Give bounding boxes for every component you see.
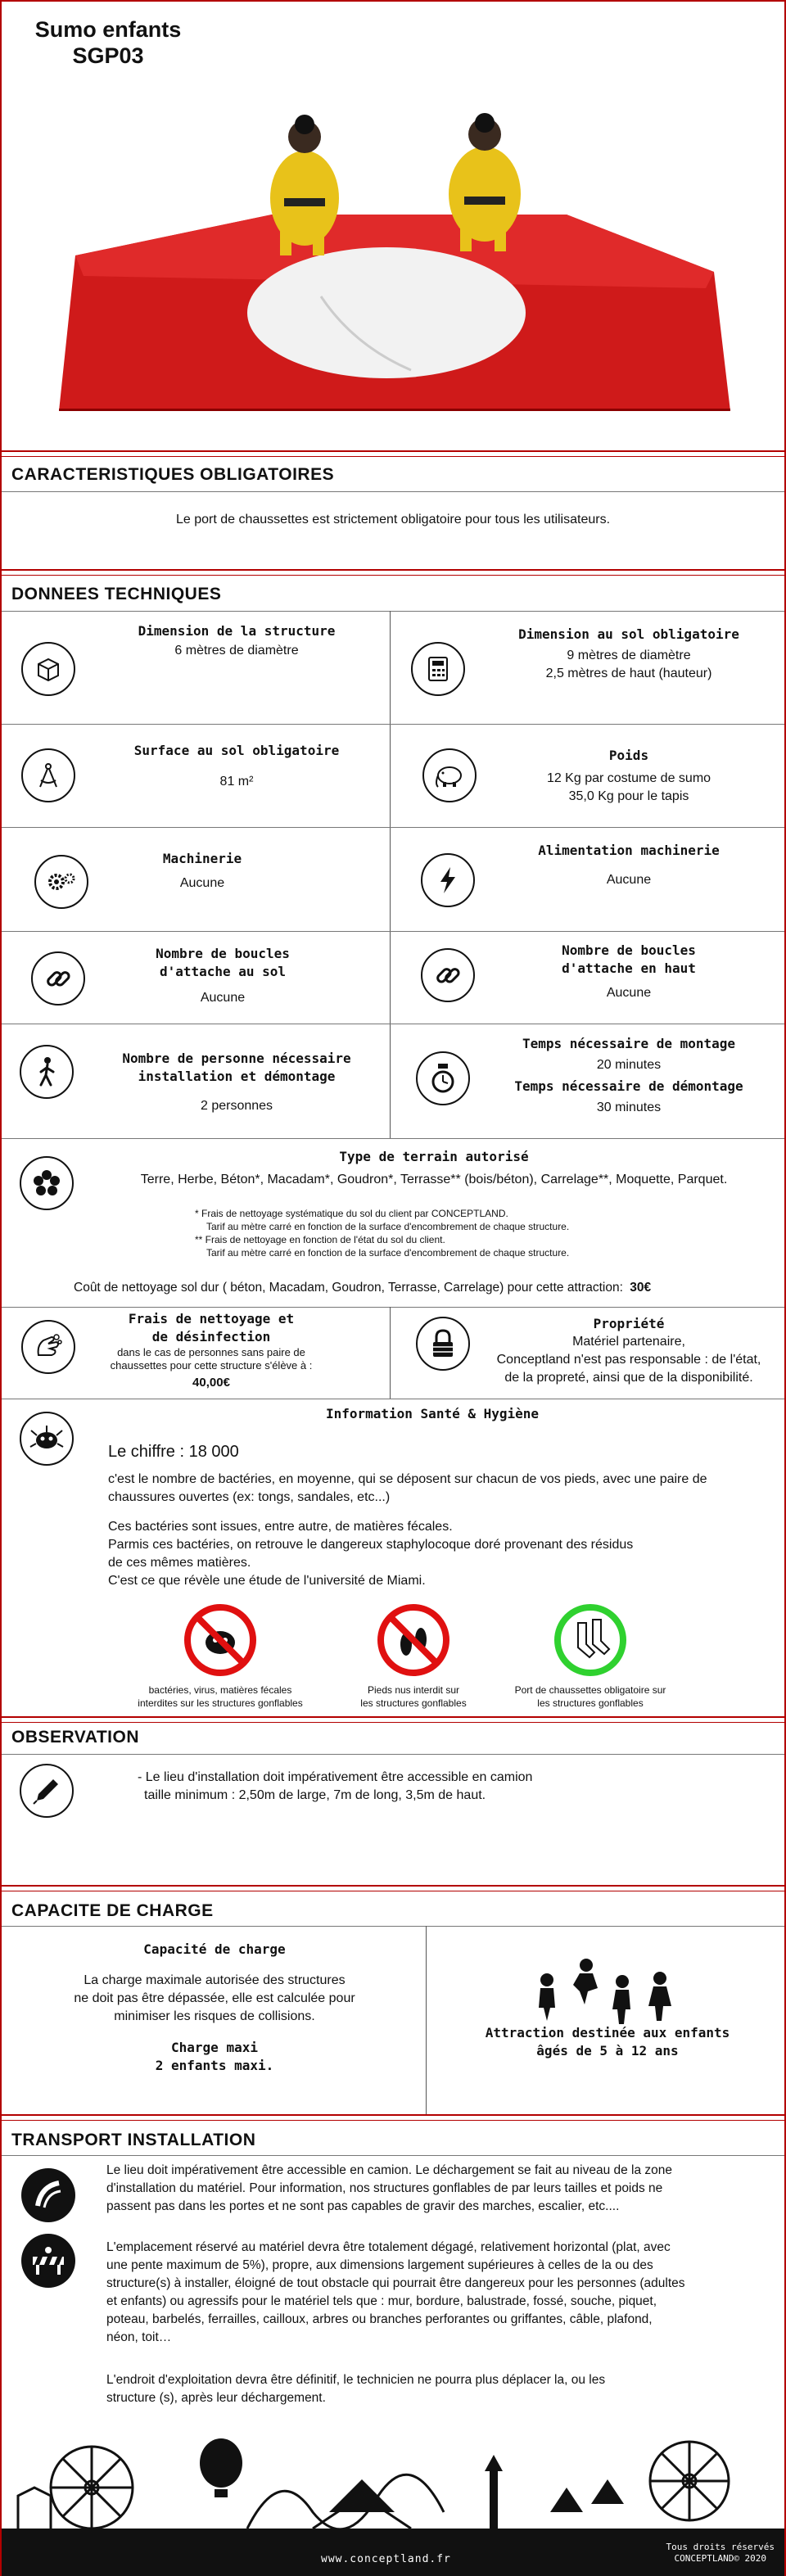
calculator-icon bbox=[411, 642, 465, 696]
machinerie: Machinerie Aucune bbox=[162, 851, 242, 890]
socks-required-sign-icon bbox=[553, 1603, 627, 1677]
boucles-sol: Nombre de boucles d'attache au sol Aucune bbox=[156, 946, 290, 1005]
transport-paragraph-1: Le lieu doit impérativement être accessible en camion. Le déchargement se fait au niveau de la zone d'installation du matériel. Pour information, nos structures gonflables de par leurs tailles et poids ne passent pas dans les portes et ne sont pas capables de gravir des marches, escalier, etc.... bbox=[106, 2163, 673, 2213]
section-title-caracteristiques: CARACTERISTIQUES OBLIGATOIRES bbox=[11, 465, 335, 484]
dimension-sol: Dimension au sol obligatoire 9 mètres de diamètre 2,5 mètres de haut (hauteur) bbox=[518, 626, 739, 680]
caption-chaussettes: Port de chaussettes obligatoire sur les structures gonflables bbox=[514, 1684, 666, 1709]
divider bbox=[2, 931, 784, 932]
fairground-skyline bbox=[2, 2430, 784, 2550]
temps-montage: Temps nécessaire de montage 20 minutes Temps nécessaire de démontage 30 minutes bbox=[514, 1036, 743, 1114]
divider bbox=[2, 827, 784, 828]
sumo-mat-illustration bbox=[26, 100, 730, 411]
compass-icon bbox=[21, 748, 75, 802]
divider bbox=[2, 2155, 784, 2156]
grid-divider bbox=[390, 611, 391, 1138]
divider bbox=[2, 1722, 784, 1723]
divider bbox=[2, 1138, 784, 1139]
link-chain-icon bbox=[31, 951, 85, 1006]
age-cible: Attraction destinée aux enfants âgés de 5 à 12 ans bbox=[485, 2025, 730, 2059]
divider bbox=[2, 2114, 784, 2116]
alimentation-machinerie: Alimentation machinerie Aucune bbox=[538, 843, 720, 887]
link-chain-icon bbox=[421, 948, 475, 1002]
cube-dimension-icon bbox=[21, 642, 75, 696]
boucles-haut: Nombre de boucles d'attache en haut Aucune bbox=[562, 942, 696, 1000]
divider bbox=[2, 450, 784, 452]
socks-requirement: Le port de chaussettes est strictement obligatoire pour tous les utilisateurs. bbox=[175, 513, 611, 526]
divider bbox=[2, 569, 784, 571]
sante-paragraph-1: c'est le nombre de bactéries, en moyenne, qui se déposent sur chacun de vos pieds, avec une paire de chaussures ouvertes (ex: tongs, sandales, etc...) bbox=[108, 1472, 707, 1504]
divider bbox=[2, 611, 784, 612]
no-bacteria-sign-icon bbox=[183, 1603, 257, 1677]
footer-url[interactable]: www.conceptland.fr bbox=[321, 2553, 451, 2565]
gears-icon bbox=[34, 855, 88, 909]
capacite-charge: Capacité de charge La charge maximale autorisée des structures ne doit pas être dépassée, elle est calculée pour minimiser les risques de collisions. Charge maxi 2 enfants maxi. bbox=[74, 1941, 355, 2073]
no-bare-feet-sign-icon bbox=[377, 1603, 450, 1677]
observation-text: - Le lieu d'installation doit impérativement être accessible en camion taille minimum : 2,50m de large, 7m de long, 3,5m de haut. bbox=[138, 1770, 533, 1802]
sante-title: Information Santé & Hygiène bbox=[325, 1406, 540, 1421]
surface-sol: Surface au sol obligatoire 81 m² bbox=[133, 743, 340, 789]
grid-divider bbox=[390, 1307, 391, 1399]
stopwatch-icon bbox=[416, 1051, 470, 1105]
page-title: Sumo enfants SGP03 bbox=[34, 17, 182, 68]
grid-divider bbox=[426, 1926, 427, 2114]
section-title-capacite: CAPACITE DE CHARGE bbox=[11, 1901, 214, 1920]
caption-pieds-nus: Pieds nus interdit sur les structures gonflables bbox=[360, 1684, 467, 1709]
lightning-icon bbox=[421, 853, 475, 907]
pen-icon bbox=[20, 1764, 74, 1818]
bacteria-icon bbox=[20, 1412, 74, 1466]
children-silhouettes-icon bbox=[522, 1955, 686, 2029]
transport-paragraph-2: L'emplacement réservé au matériel devra être totalement dégagé, relativement horizontal (plat, avec une pente maximum de 5%), propre, aux dimensions largement supérieures à celles de la ou des structure(s) à installer, éloigné de tout obstacle qui pourrait être dangereux pour les personnes (adultes et enfants) ou agressifs pour le matériel tels que : mur, bordure, balustrade, fossé, souche, piquet, poteau, barbelés, ferrailles, cailloux, arbres ou branches perforantes ou griffantes, câble, plafond, néon, toit… bbox=[106, 2240, 685, 2344]
barrier-icon bbox=[21, 2234, 75, 2288]
terrain-notes: * Frais de nettoyage systématique du sol du client par CONCEPTLAND. Tarif au mètre carré en fonction de la surface d'encombrement de chaque structure. ** Frais de nettoyage en fonction de l'état du sol du client. Tarif au mètre carré en fonction de la surface d'encombrement de chaque structure. bbox=[195, 1208, 570, 1259]
transport-paragraph-3: L'endroit d'exploitation devra être définitif, le technicien ne pourra plus déplacer la, ou les structure (s), après leur déchargement. bbox=[106, 2373, 606, 2405]
footer-copyright: Tous droits réservés CONCEPTLAND© 2020 bbox=[666, 2542, 775, 2564]
divider bbox=[2, 575, 784, 576]
chiffre-bacteries: Le chiffre : 18 000 bbox=[108, 1443, 239, 1461]
cleaning-hand-icon bbox=[21, 1320, 75, 1374]
divider bbox=[2, 456, 784, 457]
road-icon bbox=[21, 2168, 75, 2222]
personnes-necessaires: Nombre de personne nécessaire installation et démontage 2 personnes bbox=[122, 1051, 351, 1113]
divider bbox=[2, 1307, 784, 1308]
divider bbox=[2, 2120, 784, 2121]
divider bbox=[2, 1754, 784, 1755]
propriete: Propriété Matériel partenaire, Conceptland n'est pas responsable : de l'état, de la propreté, ainsi que de la disponibilité. bbox=[496, 1316, 761, 1385]
walking-person-icon bbox=[20, 1045, 74, 1099]
divider bbox=[2, 1926, 784, 1927]
cout-nettoyage: Coût de nettoyage sol dur ( béton, Macadam, Goudron, Terrasse, Carrelage) pour cette attraction: 30€ bbox=[74, 1281, 652, 1295]
dimension-structure: Dimension de la structure 6 mètres de diamètre bbox=[138, 623, 336, 658]
sante-paragraph-2: Ces bactéries sont issues, entre autre, de matières fécales. Parmis ces bactéries, on retrouve le dangereux staphylocoque doré provenant des résidus de ces mêmes matières. C'est ce que révèle une étude de l'université de Miami. bbox=[108, 1520, 634, 1588]
divider bbox=[2, 1716, 784, 1718]
frais-nettoyage: Frais de nettoyage et de désinfection dans le cas de personnes sans paire de chaussettes pour cette structure s'élève à : 40,00€ bbox=[110, 1311, 313, 1390]
padlock-icon bbox=[416, 1317, 470, 1371]
type-terrain: Type de terrain autorisé Terre, Herbe, Béton*, Macadam*, Goudron*, Terrasse** (bois/béton), Carrelage**, Moquette, Parquet. bbox=[140, 1149, 728, 1186]
divider bbox=[2, 491, 784, 492]
section-title-observation: OBSERVATION bbox=[11, 1728, 140, 1747]
caption-bacteries: bactéries, virus, matières fécales interdites sur les structures gonflables bbox=[138, 1684, 303, 1709]
section-title-transport: TRANSPORT INSTALLATION bbox=[11, 2131, 256, 2149]
poids: Poids 12 Kg par costume de sumo 35,0 Kg pour le tapis bbox=[546, 748, 711, 803]
weight-elephant-icon bbox=[422, 748, 477, 802]
section-title-donnees: DONNEES TECHNIQUES bbox=[11, 585, 222, 603]
flower-icon bbox=[20, 1156, 74, 1210]
divider bbox=[2, 1885, 784, 1887]
divider bbox=[2, 724, 784, 725]
